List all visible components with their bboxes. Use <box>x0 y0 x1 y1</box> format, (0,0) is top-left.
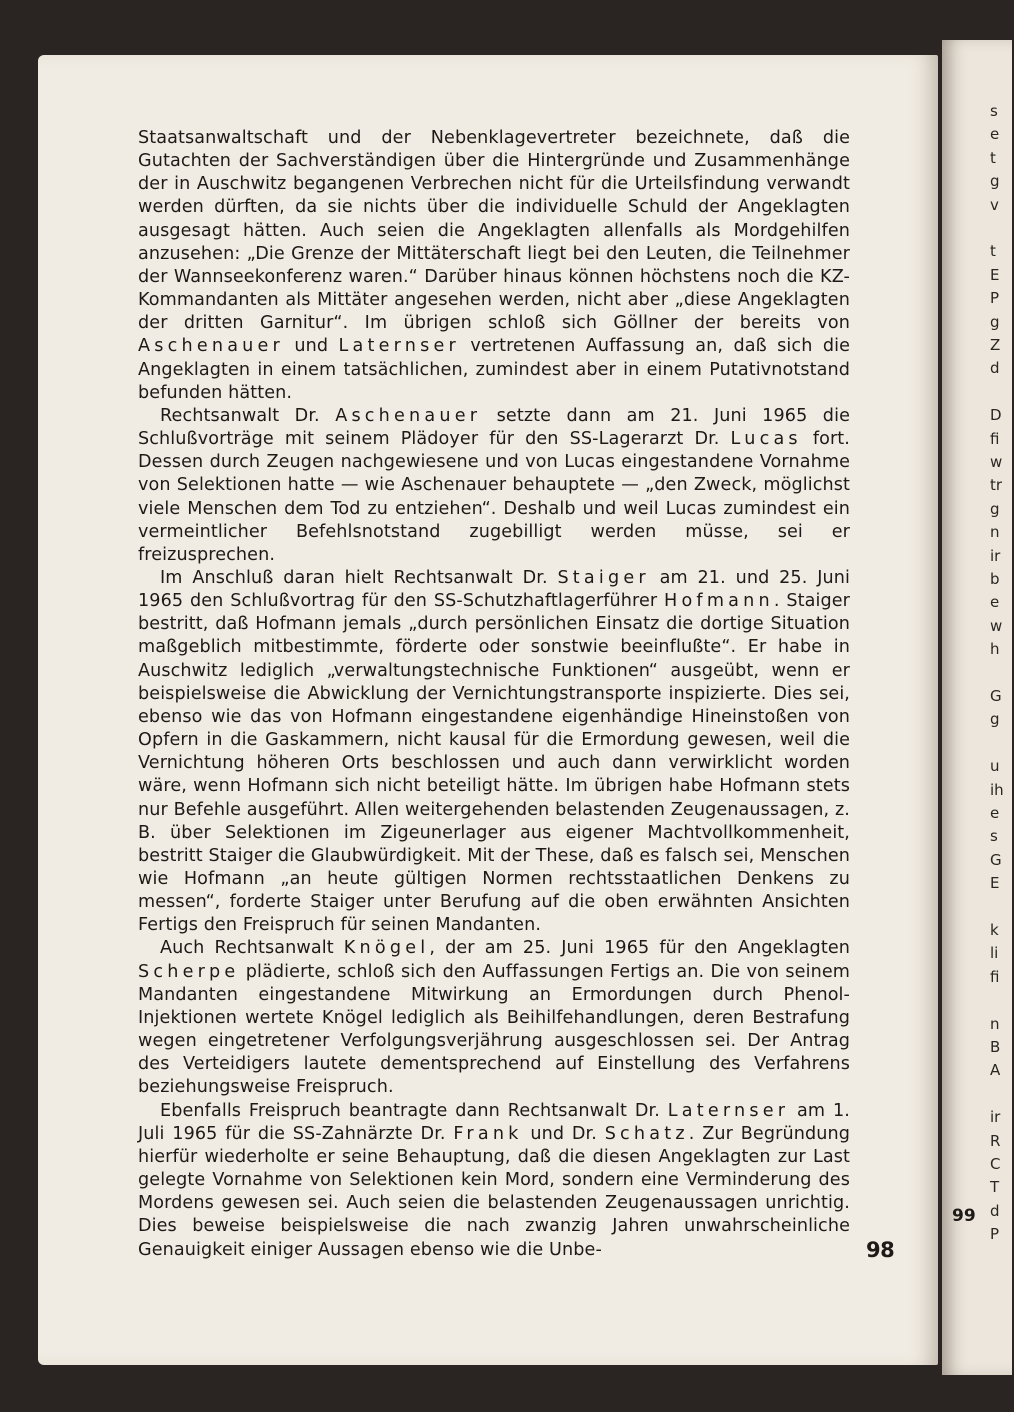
facing-line-start: A <box>990 1061 1001 1080</box>
facing-line-start: tr <box>990 476 1003 495</box>
facing-line-start: s <box>990 102 998 120</box>
spaced-name: Schatz <box>604 1123 689 1144</box>
facing-line-start: g <box>990 172 1000 191</box>
facing-line-start: G <box>990 850 1002 869</box>
facing-line-start: h <box>990 640 1000 659</box>
facing-line-start: ih <box>990 780 1004 799</box>
paragraph-5: Ebenfalls Freispruch beantragte dann Rechtsanwalt Dr. Laternser am 1. Juli 1965 für die SS-Zahnärzte Dr. Frank und Dr. Schatz. Zur Begründung hierfür wiederholte er seine Behauptung, daß die diesen Angeklagten zur Last gelegte Vornahme von Selektionen kein Mord, sondern eine Verminderung des Mordens gewesen sei. Auch seien die belastenden Zeugenaussagen unrichtig. Dies beweise beispielsweise die nach zwanzig Jahren unwahrscheinliche Genauigkeit einiger Aussagen ebenso wie die Unbe- <box>138 1100 850 1260</box>
facing-line-start: s <box>990 827 998 846</box>
facing-line-start: b <box>990 570 1000 588</box>
facing-line-start: P <box>990 1225 1000 1244</box>
facing-line-start: g <box>990 710 1000 729</box>
facing-line-start: d <box>990 359 1000 378</box>
facing-line-start: t <box>990 242 996 261</box>
facing-line-start: D <box>990 406 1002 425</box>
facing-line-start: E <box>990 265 1000 284</box>
spaced-name: Scherpe <box>138 961 240 982</box>
facing-line-start: Z <box>990 336 1001 354</box>
facing-line-start: w <box>990 453 1003 471</box>
body-text <box>138 127 850 1262</box>
facing-line-start: u <box>990 757 1000 776</box>
facing-line-start: w <box>990 616 1003 635</box>
paragraph-3: Im Anschluß daran hielt Rechtsanwalt Dr. Staiger am 21. und 25. Juni 1965 den Schlußvortrag für den SS-Schutzhaftlagerführer Hofmann. Staiger bestritt, daß Hofmann jemals „durch persönlichen Einsatz die dortige Situation maßgeblich mitbestimmte, förderte oder sonstwie beeinflußte“. Er habe in Auschwitz lediglich „verwaltungstechnische Funktionen“ ausgeübt, wenn er beispielsweise die Abwicklung der Vernichtungstransporte inspizierte. Dies sei, ebenso wie das von Hofmann eingestandene eigenhändige Hineinstoßen von Opfern in die Gaskammern, nicht kausal für die Ermordung gewesen, weil die Vernichtung höheren Orts beschlossen und auch dann verwirklicht worden wäre, wenn Hofmann sich nicht beteiligt hätte. Im übrigen habe Hofmann stets nur Befehle ausgeführt. Allen weitergehenden belastenden Zeugenaussagen, z. B. über Selektionen im Zigeunerlager aus eigener Machtvollkommenheit, bestritt Staiger die Glaubwürdigkeit. Mit der These, daß es falsch sei, Menschen wie Hofmann „an heute gültigen Normen rechtsstaatlichen Denkens zu messen“, forderte Staiger unter Berufung auf die oben erwähnten Ansichten Fertigs den Freispruch für seinen Mandanten. <box>138 567 850 936</box>
facing-line-start: C <box>990 1155 1001 1173</box>
paragraph-2: Rechtsanwalt Dr. Aschenauer setzte dann am 21. Juni 1965 die Schlußvorträge mit seinem Plädoyer für den SS-Lagerarzt Dr. Lucas fort. Dessen durch Zeugen nachgewiesene und von Lucas eingestandene Vornahme von Selektionen hatte — wie Aschenauer behauptete — „den Zweck, möglichst viele Menschen dem Tod zu entziehen“. Deshalb und weil Lucas zumindest ein vermeintlicher Befehlsnotstand zugebilligt werden müsse, sei er freizusprechen. <box>138 405 851 565</box>
facing-line-start: P <box>990 289 1000 308</box>
facing-line-start: g <box>990 499 1000 518</box>
paragraph-1: Staatsanwaltschaft und der Nebenklagevertreter bezeichnete, daß die Gutachten der Sachverständigen über die Hintergründe und Zusammenhänge der in Auschwitz begangenen Verbrechen nicht für die Urteilsfindung verwandt werden dürften, da sie nichts über die individuelle Schuld der Angeklagten ausgesagt hätten. Auch seien die Angeklagten allenfalls als Mordgehilfen anzusehen: „Die Grenze der Mittäterschaft liegt bei den Leuten, die Teilnehmer der Wannseekonferenz waren.“ Darüber hinaus können höchstens noch die KZ-Kommandanten als Mittäter angesehen werden, nicht aber „diese Angeklagten der dritten Garnitur“. Im übrigen schloß sich Göllner der bereits von Aschenauer und Laternser vertretenen Auffassung an, daß sich die Angeklagten in einem tatsächlichen, zumindest aber in einem Putativnotstand befunden hätten. <box>138 128 851 403</box>
facing-line-start: n <box>990 523 1000 542</box>
spaced-name: Lucas <box>730 429 802 450</box>
spaced-name: Staiger <box>557 567 650 588</box>
left-book-page <box>38 55 938 1365</box>
facing-line-start: G <box>990 687 1002 705</box>
facing-line-start: E <box>990 874 1000 893</box>
spaced-name: Laternser <box>667 1100 790 1121</box>
facing-line-start: fi <box>990 967 1000 986</box>
facing-line-start: li <box>990 944 999 963</box>
facing-line-start: d <box>990 1201 1000 1220</box>
facing-line-start: v <box>990 195 999 214</box>
facing-line-start: R <box>990 1131 1001 1150</box>
facing-book-page <box>942 40 1012 1375</box>
spaced-name: Laternser <box>338 336 460 357</box>
facing-line-start: ir <box>990 1108 1001 1127</box>
spaced-name: Frank <box>453 1123 523 1144</box>
facing-line-start: t <box>990 148 996 167</box>
facing-line-start: fi <box>990 429 1000 448</box>
facing-line-start: e <box>990 593 1000 612</box>
facing-line-start: n <box>990 1014 1000 1033</box>
facing-line-start: B <box>990 1038 1001 1056</box>
page-number: 98 <box>866 1238 895 1262</box>
facing-line-start: T <box>990 1178 1000 1197</box>
paragraph-4: Auch Rechtsanwalt Knögel, der am 25. Juni 1965 für den Angeklagten Scherpe plädierte, schloß sich den Auffassungen Fertigs an. Die von seinem Mandanten eingestandene Mitwirkung an Ermordungen durch Phenol-Injektionen wertete Knögel lediglich als Beihilfehandlungen, deren Bestrafung wegen eingetretener Verfolgungsverjährung ausgeschlossen sei. Der Antrag des Verteidigers lautete dementsprechend auf Einstellung des Verfahrens beziehungsweise Freispruch. <box>138 938 850 1098</box>
spaced-name: Hofmann <box>664 591 774 612</box>
spaced-name: Aschenauer <box>138 336 284 357</box>
facing-line-start: e <box>990 125 1000 144</box>
facing-line-start: e <box>990 804 1000 822</box>
facing-page-number: 99 <box>952 1206 976 1226</box>
facing-line-start: g <box>990 312 1000 331</box>
spaced-name: Knögel <box>343 938 430 959</box>
facing-line-start: ir <box>990 546 1001 565</box>
facing-line-start: k <box>990 921 999 939</box>
spaced-name: Aschenauer <box>335 405 482 426</box>
